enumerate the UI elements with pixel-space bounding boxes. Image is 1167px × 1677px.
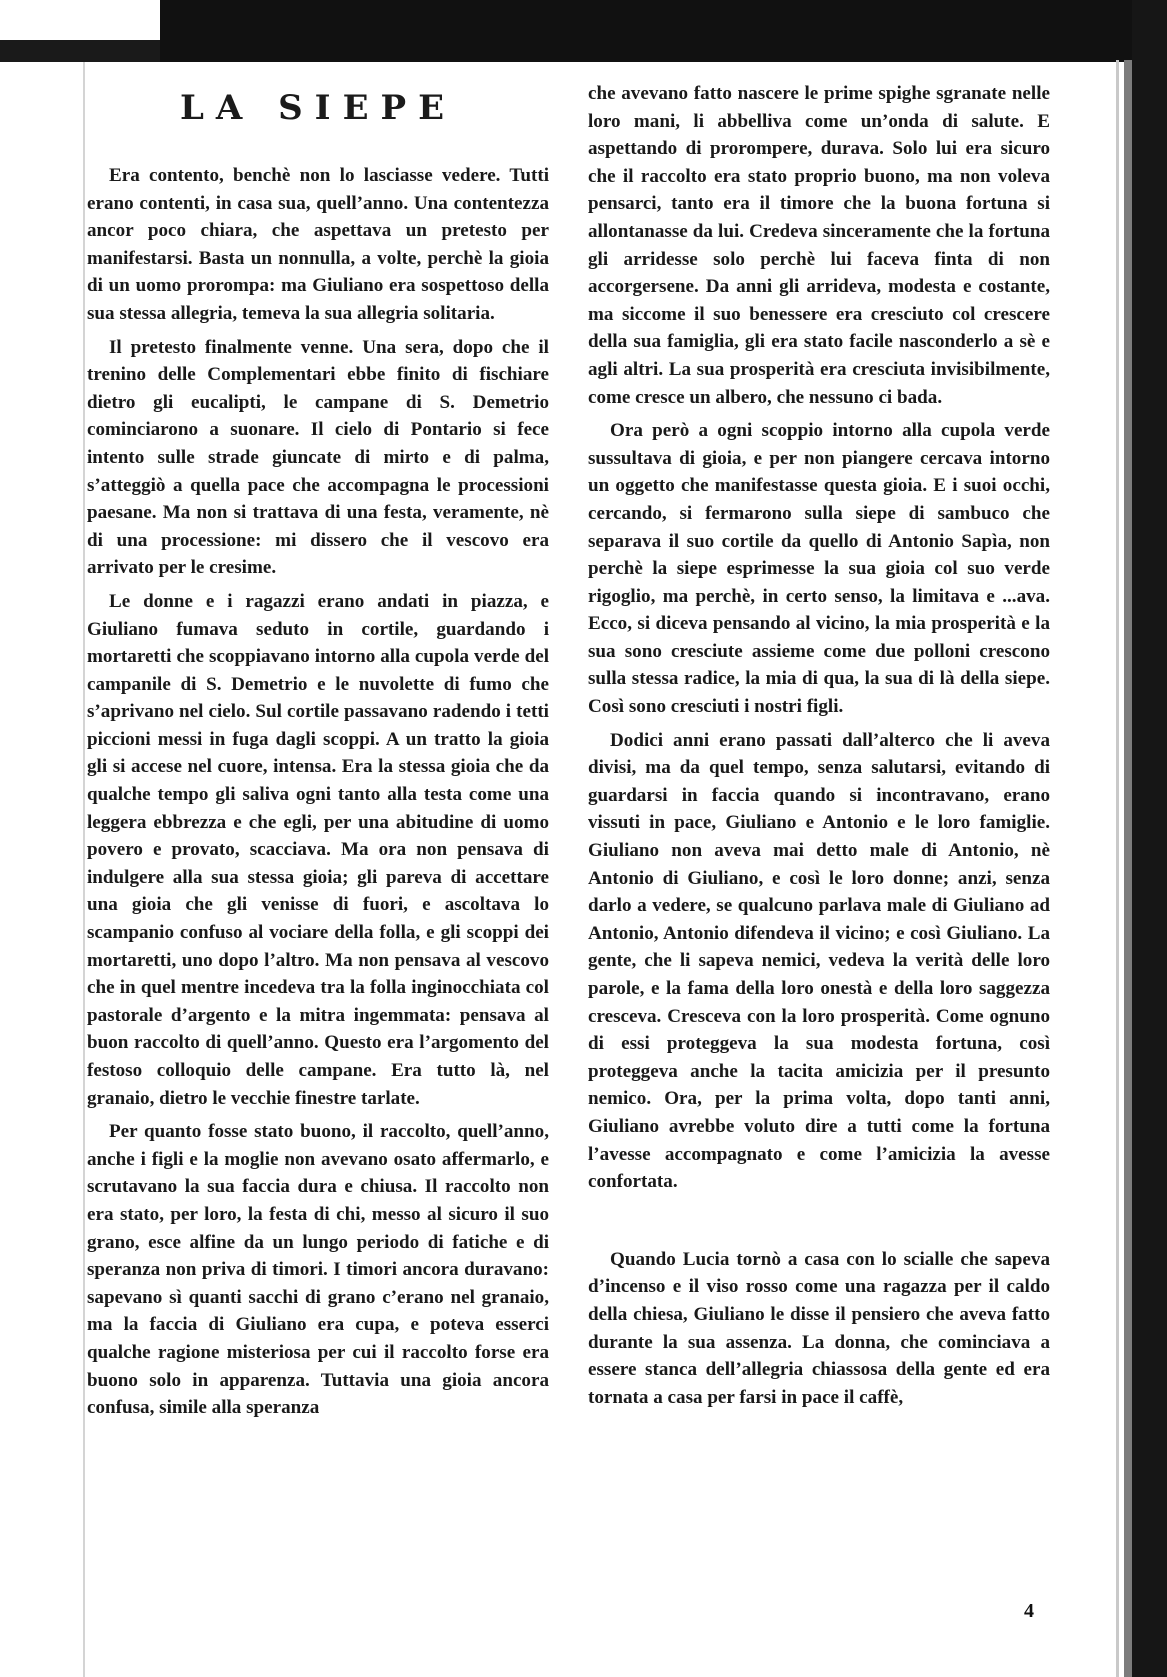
paragraph: Le donne e i ragazzi erano andati in piazza, e Giuliano fumava seduto in cortile, guardando i mortaretti che scoppiavano intorno alla cupola verde del campanile di S. Demetrio e le nuvolette di fumo che s’aprivano nel cielo. Sul cortile passavano radendo i tetti piccioni messi in fuga dagli scoppi. A un tratto la gioia gli si accese nel cuore, intensa. Era la stessa gioia che da qualche tempo gli saliva ogni tanto alla testa come una leggera ebbrezza e che egli, per una abitudine di uomo povero e provato, scacciava. Ma ora non pensava di indulgere alla sua stessa gioia; gli pareva di accettare una gioia che gli venisse di fuori, e ascoltava lo scampanio confuso al vociare della folla, e gli scoppi dei mortaretti, uno dopo l’altro. Ma non pensava al vescovo che in quel mentre incedeva tra la folla inginocchiata col pastorale d’argento e la mitra ingemmata: pensava al buon raccolto di quell’anno. Questo era l’argomento del festoso colloquio delle campane. Era tutto là, nel granaio, dietro le vecchie finestre tarlate. <box>87 590 549 1109</box>
paragraph: Il pretesto finalmente venne. Una sera, dopo che il trenino delle Complementari ebbe finito di fischiare dietro gli eucalipti, le campane di S. Demetrio cominciarono a suonare. Il cielo di Pontario si fece intento sulle strade giuncate di mirto e di palma, s’atteggiò a quella pace che accompagna le processioni paesane. Ma non si trattava di una festa, veramente, nè di una processione: mi dissero che il vescovo era arrivato per le cresime. <box>87 336 549 579</box>
paragraph: Ora però a ogni scoppio intorno alla cupola verde sussultava di gioia, e per non piangere cercava intorno un oggetto che manifestasse questa gioia. E i suoi occhi, cercando, si fermarono sulla siepe di sambuco che separava il suo cortile da quello di Antonio Sapìa, non perchè la siepe esprimesse la sua gioia col suo verde rigoglio, ma perchè, in certo senso, la limitava e ...ava. Ecco, si diceva pensando al vicino, la mia prosperità e la sua sono cresciute assieme come due polloni crescono sulla stessa radice, la mia di qua, la sua di là della siepe. Così sono cresciuti i nostri figli. <box>588 420 1050 718</box>
paragraph: Dodici anni erano passati dall’alterco che li aveva divisi, ma da quel tempo, senza salutarsi, evitando di guardarsi in faccia quando si incontravano, erano vissuti in pace, Giuliano e Antonio e le loro famiglie. Giuliano non aveva mai detto male di Antonio, nè Antonio di Giuliano, e così le loro donne; anzi, senza darlo a vedere, se qualcuno parlava male di Giuliano ad Antonio, Antonio difendeva il vicino; e così Giuliano. La gente, che li sapeva nemici, vedeva la verità delle loro parole, e la fama della loro onestà e della loro saggezza cresceva. Cresceva con la loro prosperità. Come ognuno di essi proteggeva la sua modesta fortuna, così proteggeva anche la tacita amicizia per il presunto nemico. Ora, per la prima volta, dopo tanti anni, Giuliano avrebbe voluto dire a tutti come la fortuna l’avesse accompagnato e come l’amicizia la avesse confortata. <box>588 729 1050 1193</box>
paragraph: Per quanto fosse stato buono, il raccolto, quell’anno, anche i figli e la moglie non avevano osato affermarlo, e scrutavano la sua faccia dura e chiusa. Il raccolto non era stato, per loro, la festa di chi, messo al sicuro il suo grano, esce alfine da un lungo periodo di fatiche e di speranza non priva di timori. I timori ancora duravano: sapevano sì quanti sacchi di grano c’erano nel granaio, ma la faccia di Giuliano era cupa, e poteva esserci qualche ragione misteriosa per cui il raccolto forse era buono solo in apparenza. Tuttavia una gioia ancora confusa, simile alla speranza <box>87 1121 549 1419</box>
scan-page-edge-left <box>83 62 85 1677</box>
scan-border-right-inner <box>1124 60 1132 1677</box>
paragraph: Era contento, benchè non lo lasciasse vedere. Tutti erano contenti, in casa sua, quell’anno. Una contentezza ancor poco chiara, che aspettava un pretesto per manifestarsi. Basta un nonnulla, a volte, perchè la gioia di un uomo prorompa: ma Giuliano era sospettoso della sua stessa allegria, temeva la sua allegria solitaria. <box>87 165 549 324</box>
scan-border-top <box>160 0 1167 62</box>
paragraph: che avevano fatto nascere le prime spighe sgranate nelle loro mani, li abbelliva come un’onda di salute. E aspettando di prorompere, durava. Solo lui era sicuro che il raccolto era stato proprio buono, ma non voleva pensarci, tanto era il timore che la buona fortuna si allontanasse da lui. Credeva sinceramente che la fortuna gli arridesse solo perchè lui faceva finta di non accorgersene. Da anni gli arrideva, modesta e costante, ma siccome il suo benessere era cresciuto col crescere della sua famiglia, gli era stato facile nasconderlo a sè e agli altri. La sua prosperità era cresciuta invisibilmente, come cresce un albero, che nessuno ci bada. <box>588 83 1050 408</box>
scan-border-right <box>1132 0 1167 1677</box>
page-number: 4 <box>1024 1600 1034 1622</box>
scan-border-top-left <box>0 40 160 62</box>
article-title: LA SIEPE <box>180 88 456 128</box>
left-column <box>87 80 549 1428</box>
paragraph: Quando Lucia tornò a casa con lo scialle che sapeva d’incenso e il viso rosso come una ragazza per il caldo della chiesa, Giuliano le disse il pensiero che aveva fatto durante la sua assenza. La donna, che cominciava a essere stanca dell’allegria chiassosa della gente ed era tornata a casa per farsi in pace il caffè, <box>588 1248 1050 1408</box>
scan-page-edge-right <box>1116 60 1119 1677</box>
section-break <box>588 1202 1050 1246</box>
right-column <box>588 80 1050 1417</box>
